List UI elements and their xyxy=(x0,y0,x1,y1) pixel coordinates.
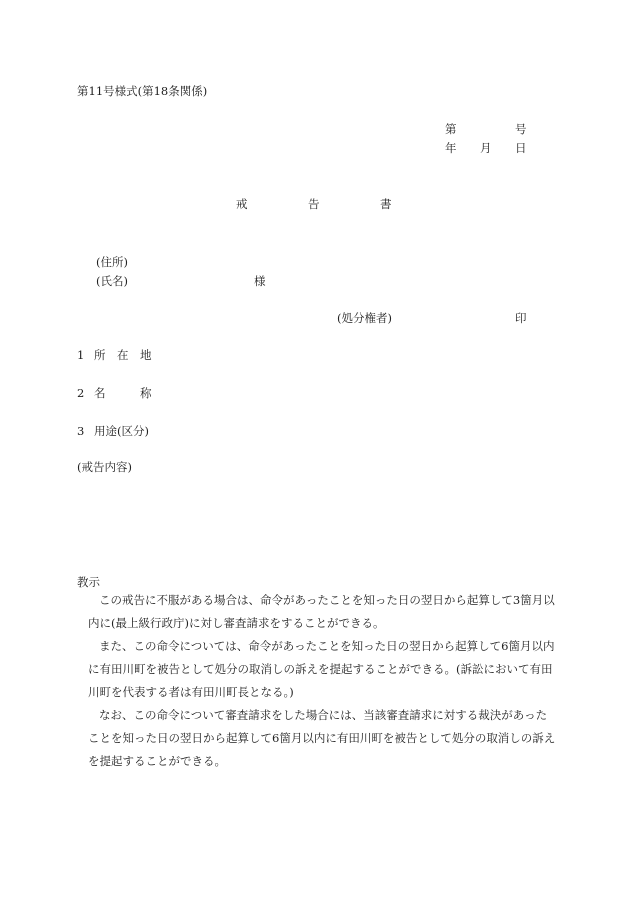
number-suffix: 号 xyxy=(515,122,527,136)
honorific: 様 xyxy=(254,274,266,288)
form-number: 第11号様式(第18条関係) xyxy=(77,84,208,98)
address-label: (住所) xyxy=(96,255,128,269)
item-number: 3 xyxy=(77,424,85,438)
instructions-paragraph-3: なお、この命令について審査請求をした場合には、当該審査請求に対する裁決があったことを知った日の翌日から起算して6箇月以内に有田川町を被告として処分の取消しの訴えを提起することができる。 xyxy=(88,708,556,768)
title-char-1: 戒 xyxy=(236,197,248,211)
date-year: 年 xyxy=(445,141,457,155)
date-day: 日 xyxy=(515,141,527,155)
seal-mark: 印 xyxy=(515,311,527,325)
item-number: 1 xyxy=(77,348,85,362)
authority-label: (処分権者) xyxy=(337,311,392,325)
instructions-paragraph-1: この戒告に不服がある場合は、命令があったことを知った日の翌日から起算して3箇月以内に(最上級行政庁)に対し審査請求をすることができる。 xyxy=(88,593,555,630)
warning-content-label: (戒告内容) xyxy=(77,460,132,474)
instructions-heading: 教示 xyxy=(77,575,100,589)
name-label: (氏名) xyxy=(96,274,128,288)
item-label: 名 称 xyxy=(94,386,152,400)
date-month: 月 xyxy=(480,141,492,155)
item-label: 所 在 地 xyxy=(94,348,152,362)
item-label: 用途(区分) xyxy=(94,424,149,438)
item-number: 2 xyxy=(77,386,85,400)
instructions-paragraph-2: また、この命令については、命令があったことを知った日の翌日から起算して6箇月以内に有田川町を被告として処分の取消しの訴えを提起することができる。(訴訟において有田川町を代表する者は有田川町長となる。) xyxy=(88,639,555,699)
title-char-3: 書 xyxy=(380,197,392,211)
number-prefix: 第 xyxy=(445,122,457,136)
title-char-2: 告 xyxy=(308,197,320,211)
